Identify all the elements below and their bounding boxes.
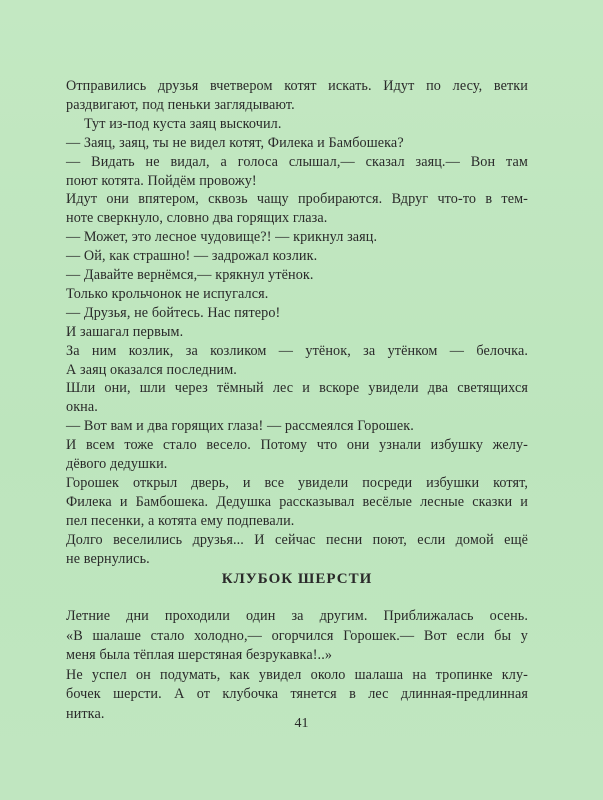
text-line: раздвигают, под пеньки заглядывают. [66,96,295,113]
text-line: А заяц оказался последним. [66,361,237,378]
text-line: Горошек открыл дверь, и все увидели посреди избушки котят, [66,474,528,491]
text-line: не вернулись. [66,550,150,567]
text-line: ноте сверкнуло, словно два горящих глаза. [66,210,328,227]
text-line: бочек шерсти. А от клубочка тянется в лес длинная-предлинная [66,686,528,702]
text-line: Шли они, шли через тёмный лес и вскоре увидели два светящихся [66,380,528,397]
text-line: Не успел он подумать, как увидел около шалаша на тропинке клу- [66,666,528,683]
text-line: За ним козлик, за козликом — утёнок, за утёнком — белочка. [66,342,528,359]
text-line: Идут они впятером, сквозь чащу пробираются. Вдруг что-то в тем- [66,191,528,208]
text-line: поют котята. Пойдём провожу! [66,172,257,189]
text-line: — Друзья, не бойтесь. Нас пятеро! [66,304,281,321]
text-line: окна. [66,399,98,416]
text-line: И всем тоже стало весело. Потому что они узнали избушку желу- [66,437,528,454]
text-line: дёвого дедушки. [66,456,168,472]
chapter-title: КЛУБОК ШЕРСТИ [221,571,373,587]
text-line: — Заяц, заяц, ты не видел котят, Филека и Бамбошека? [66,134,404,151]
text-line: — Вот вам и два горящих глаза! — рассмеялся Горошек. [66,418,414,435]
text-line: — Видать не видал, а голоса слышал,— сказал заяц.— Вон там [66,153,528,170]
text-line: нитка. [66,705,105,722]
text-line: Летние дни проходили один за другим. Приближалась осень. [66,608,528,624]
text-line: «В шалаше стало холодно,— огорчился Горошек.— Вот если бы у [66,627,528,644]
text-line: — Давайте вернёмся,— крякнул утёнок. [66,267,314,283]
text-line: Тут из-под куста заяц выскочил. [84,115,282,132]
text-line: пел песенки, а котята ему подпевали. [66,512,295,529]
text-line: Долго веселились друзья... И сейчас песни поют, если домой ещё [66,531,528,548]
text-line: — Ой, как страшно! — задрожал козлик. [66,248,318,265]
page-number: 41 [294,716,309,731]
text-line: И зашагал первым. [66,323,184,340]
text-line: Отправились друзья вчетвером котят искать. Идут по лесу, ветки [66,78,528,94]
text-line: Филека и Бамбошека. Дедушка рассказывал весёлые лесные сказки и [66,493,528,510]
text-line: — Может, это лесное чудовище?! — крикнул заяц. [66,229,378,246]
text-line: меня была тёплая шерстяная безрукавка!..» [66,647,333,663]
text-line: Только крольчонок не испугался. [66,285,269,302]
